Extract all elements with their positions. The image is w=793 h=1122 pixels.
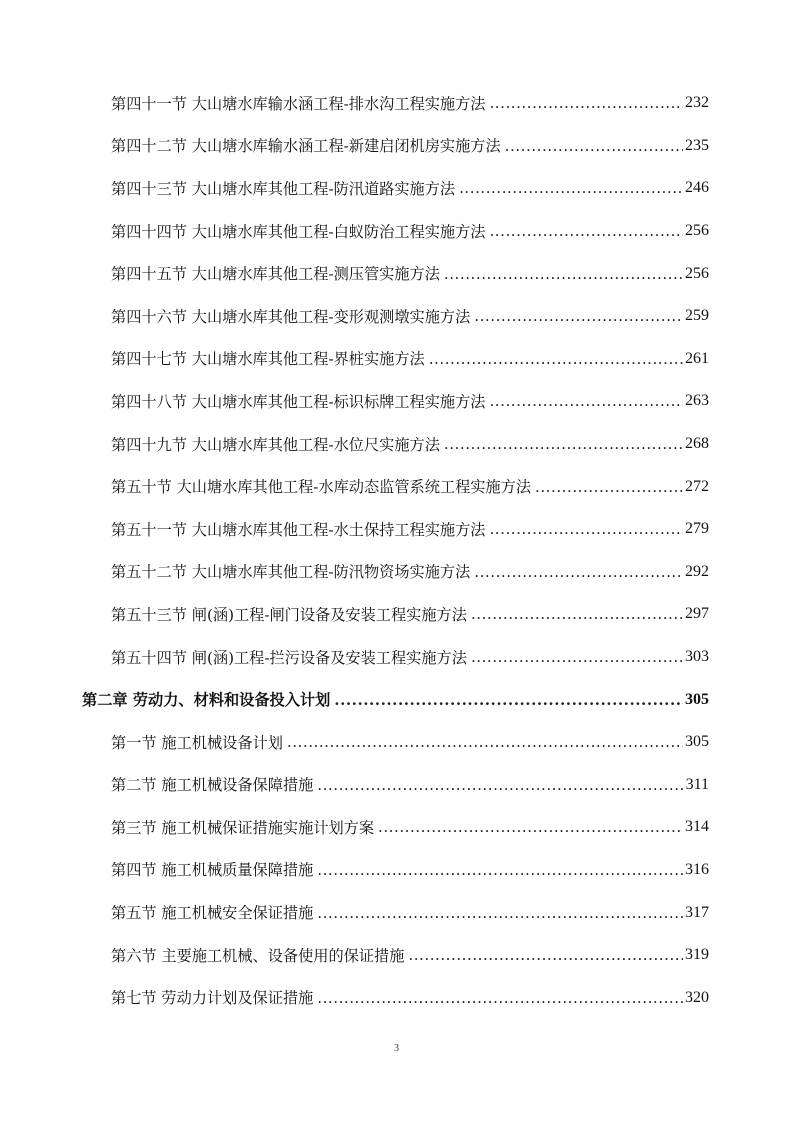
toc-entry-page: 246 [685,179,709,197]
toc-entry-page: 263 [685,392,709,410]
toc-entry-title: 第七节 劳动力计划及保证措施 [111,989,314,1008]
toc-entry-title: 第四十六节 大山塘水库其他工程-变形观测墩实施方法 [111,307,471,326]
toc-entry[interactable] [0,593,793,636]
toc-entry[interactable] [0,806,793,849]
toc-leader-dots [429,350,683,368]
toc-chapter-page: 305 [685,690,709,708]
toc-leader-dots [535,478,683,496]
toc-entry[interactable] [0,82,793,125]
toc-entry-page: 279 [685,520,709,538]
toc-entry-page: 232 [685,94,709,112]
toc-entry[interactable] [0,934,793,977]
toc-leader-dots [489,222,683,240]
page-number: 3 [394,1043,399,1054]
toc-entry-title: 第四十七节 大山塘水库其他工程-界桩实施方法 [111,350,425,369]
toc-entry-title: 第四十九节 大山塘水库其他工程-水位尺实施方法 [111,435,440,454]
toc-leader-dots [287,733,683,751]
toc-entry-title: 第四十一节 大山塘水库输水涵工程-排水沟工程实施方法 [111,94,486,113]
toc-entry[interactable] [0,423,793,466]
toc-entry-page: 292 [685,562,709,580]
toc-leader-dots [505,137,683,155]
toc-leader-dots [474,307,683,325]
table-of-contents [0,82,793,1019]
toc-entry-page: 320 [685,988,709,1006]
toc-leader-dots [459,179,683,197]
toc-entry[interactable] [0,338,793,381]
toc-entry-page: 316 [685,860,709,878]
toc-entry-page: 268 [685,435,709,453]
toc-entry-title: 第四十二节 大山塘水库输水涵工程-新建启闭机房实施方法 [111,137,501,156]
toc-entry[interactable] [0,551,793,594]
toc-entry-title: 第五十四节 闸(涵)工程-拦污设备及安装工程实施方法 [111,648,467,667]
toc-entry[interactable] [0,295,793,338]
toc-entry-page: 256 [685,222,709,240]
toc-entry[interactable] [0,252,793,295]
toc-entry-page: 305 [685,733,709,751]
toc-leader-dots [489,520,683,538]
toc-leader-dots [489,392,683,410]
toc-entry[interactable] [0,125,793,168]
toc-entry-page: 303 [685,648,709,666]
toc-entry-page: 314 [685,818,709,836]
toc-leader-dots [317,989,683,1007]
toc-entry-title: 第五十二节 大山塘水库其他工程-防汛物资场实施方法 [111,563,471,582]
toc-entry[interactable] [0,210,793,253]
toc-chapter-entry[interactable] [0,678,793,721]
toc-entry-title: 第二节 施工机械设备保障措施 [111,776,314,795]
toc-leader-dots [317,904,683,922]
toc-entry-title: 第五十三节 闸(涵)工程-闸门设备及安装工程实施方法 [111,605,467,624]
toc-leader-dots [471,605,683,623]
toc-entry-page: 256 [685,264,709,282]
toc-entry[interactable] [0,380,793,423]
toc-leader-dots [471,648,683,666]
toc-entry[interactable] [0,764,793,807]
toc-entry-title: 第四节 施工机械质量保障措施 [111,861,314,880]
toc-entry[interactable] [0,508,793,551]
toc-entry-title: 第四十八节 大山塘水库其他工程-标识标牌工程实施方法 [111,392,486,411]
toc-entry[interactable] [0,636,793,679]
toc-entry[interactable] [0,465,793,508]
toc-leader-dots [378,818,683,836]
toc-entry[interactable] [0,167,793,210]
toc-entry-title: 第四十三节 大山塘水库其他工程-防汛道路实施方法 [111,179,456,198]
toc-entry-page: 311 [685,775,709,793]
toc-entry-page: 261 [685,349,709,367]
toc-entry-page: 259 [685,307,709,325]
toc-entry[interactable] [0,976,793,1019]
toc-entry[interactable] [0,891,793,934]
toc-entry-title: 第六节 主要施工机械、设备使用的保证措施 [111,946,405,965]
toc-entry-page: 319 [685,946,709,964]
toc-entry-page: 297 [685,605,709,623]
toc-chapter-title: 第二章 劳动力、材料和设备投入计划 [82,691,331,710]
toc-entry[interactable] [0,849,793,892]
toc-entry-title: 第五十节 大山塘水库其他工程-水库动态监管系统工程实施方法 [111,478,532,497]
toc-leader-dots [444,435,683,453]
toc-leader-dots [317,861,683,879]
toc-leader-dots [489,94,683,112]
toc-leader-dots [474,563,683,581]
toc-entry-page: 235 [685,136,709,154]
toc-entry-page: 317 [685,903,709,921]
toc-leader-dots [444,265,683,283]
toc-entry-title: 第五十一节 大山塘水库其他工程-水土保持工程实施方法 [111,520,486,539]
toc-entry-title: 第五节 施工机械安全保证措施 [111,904,314,923]
toc-leader-dots [317,776,683,794]
toc-leader-dots [334,691,683,709]
toc-leader-dots [408,946,683,964]
toc-entry-title: 第三节 施工机械保证措施实施计划方案 [111,818,375,837]
toc-entry[interactable] [0,721,793,764]
toc-entry-title: 第四十五节 大山塘水库其他工程-测压管实施方法 [111,265,440,284]
toc-entry-title: 第四十四节 大山塘水库其他工程-白蚁防治工程实施方法 [111,222,486,241]
toc-entry-page: 272 [685,477,709,495]
toc-entry-title: 第一节 施工机械设备计划 [111,733,283,752]
